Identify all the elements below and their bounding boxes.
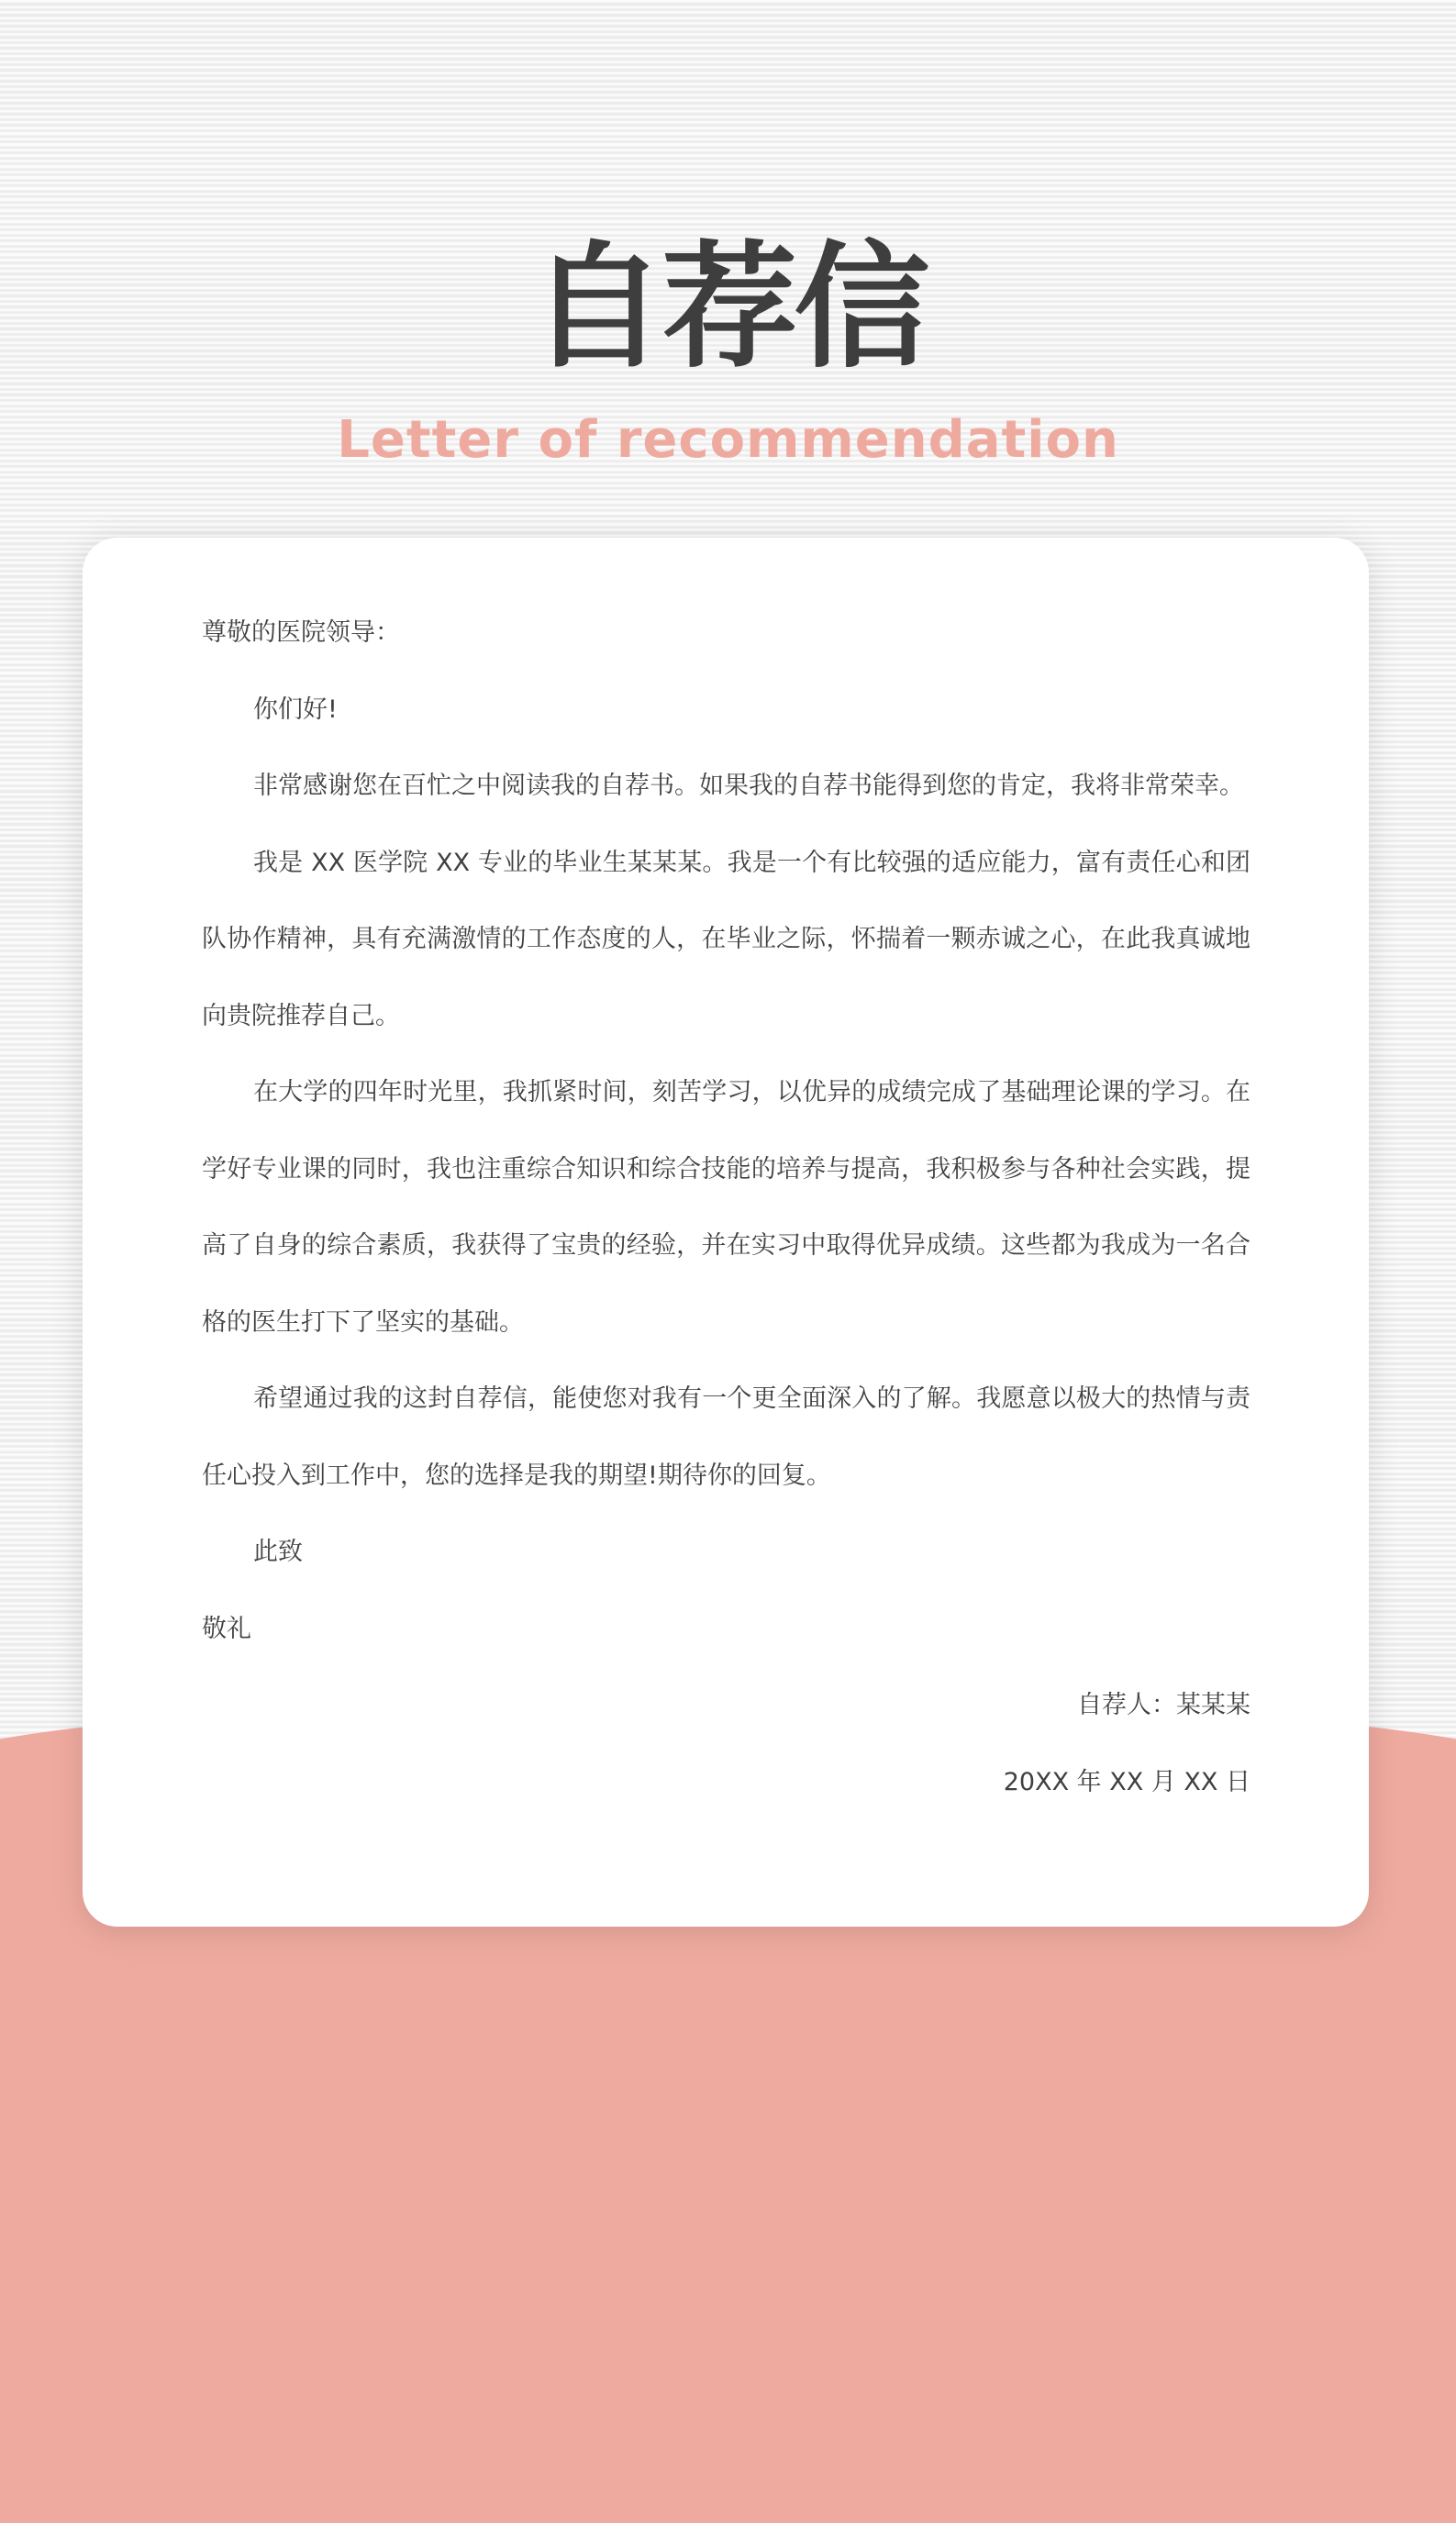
letter-closing-ci-zhi: 此致 (253, 1538, 303, 1566)
letter-paragraph: 非常感谢您在百忙之中阅读我的自荐书。如果我的自荐书能得到您的肯定，我将非常荣幸。 (253, 772, 1244, 800)
page-subtitle: Letter of recommendation (337, 410, 1119, 470)
letter-date: 20XX 年 XX 月 XX 日 (1003, 1767, 1250, 1796)
letter-paragraph: 希望通过我的这封自荐信，能使您对我有一个更全面深入的了解。我愿意以极大的热情与责任心投入到工作中，您的选择是我的期望!期待你的回复。 (202, 1384, 1250, 1490)
letter-signature: 自荐人：某某某 (1077, 1691, 1250, 1719)
letter-body (202, 595, 1250, 1820)
letter-closing-jing-li: 敬礼 (202, 1614, 251, 1643)
page-title: 自荐信 (529, 228, 927, 386)
letter-card (83, 538, 1369, 1927)
letter-paragraph: 我是 XX 医学院 XX 专业的毕业生某某某。我是一个有比较强的适应能力，富有责任心和团队协作精神，具有充满激情的工作态度的人，在毕业之际，怀揣着一颗赤诚之心，在此我真诚地向贵院推荐自己。 (202, 848, 1250, 1030)
letter-greeting: 你们好! (253, 695, 338, 724)
letter-paragraph: 在大学的四年时光里，我抓紧时间，刻苦学习，以优异的成绩完成了基础理论课的学习。在学好专业课的同时，我也注重综合知识和综合技能的培养与提高，我积极参与各种社会实践，提高了自身的综合素质，我获得了宝贵的经验，并在实习中取得优异成绩。这些都为我成为一名合格的医生打下了坚实的基础。 (202, 1078, 1250, 1337)
letter-salutation: 尊敬的医院领导： (202, 618, 400, 647)
